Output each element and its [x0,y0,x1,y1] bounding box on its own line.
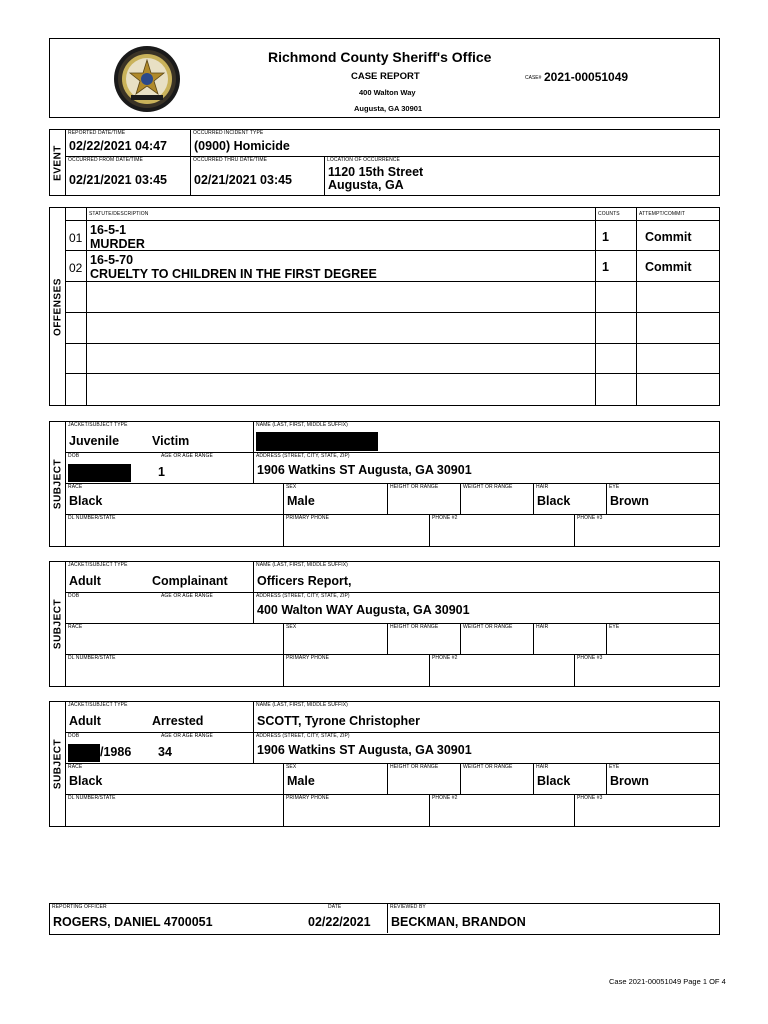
subject-age: 1 [158,465,165,479]
offense-row-attempt: Commit [637,251,720,282]
hair-cell: HAIR Black [534,764,607,795]
phone3-cell: PHONE #3 [577,655,603,661]
offense-row-num: 01 [66,221,87,251]
primary-phone-cell: PRIMARY PHONE [284,795,430,826]
dob-cell: DOB AGE OR AGE RANGE [66,593,254,624]
jacket-type-cell: JACKET/SUBJECT TYPE Adult Complainant [66,562,254,593]
dl-cell: DL NUMBER/STATE [66,795,284,826]
subject-type: Arrested [152,714,204,728]
subject-eye: Brown [610,494,649,508]
subject-sex: Male [287,494,315,508]
offense-row-statute: 16-5-1 MURDER [87,221,596,251]
name-cell: NAME (LAST, FIRST, MIDDLE SUFFIX) SCOTT, Tyrone Christopher [254,702,720,733]
subject-name: Officers Report, [257,574,352,588]
race-cell: RACE Black [66,764,284,795]
race-cell: RACE [66,624,284,655]
report-date: 02/22/2021 [308,915,371,929]
case-number: 2021-00051049 [544,70,629,84]
jacket-type-cell: JACKET/SUBJECT TYPE Adult Arrested [66,702,254,733]
hair-cell: HAIR Black [534,484,607,515]
offense-row-attempt: Commit [637,221,720,251]
page-info: Case 2021-00051049 Page 1 OF 4 [609,977,726,986]
address-cell: ADDRESS (STREET, CITY, STATE, ZIP) 1906 Watkins ST Augusta, GA 30901 [254,733,720,764]
eye-cell: EYE [607,624,720,655]
phone3-cell: PHONE #3 [577,795,603,801]
subject-type: Complainant [152,574,228,588]
report-type: CASE REPORT [351,71,420,82]
weight-cell: WEIGHT OR RANGE [461,624,534,655]
race-cell: RACE Black [66,484,284,515]
dl-cell: DL NUMBER/STATE [66,655,284,686]
reviewed-by: BECKMAN, BRANDON [391,915,526,929]
occurred-thru: 02/21/2021 03:45 [194,173,293,187]
redaction-bar [68,744,100,762]
location-cell: LOCATION OF OCCURRENCE 1120 15th Street Augusta, GA [327,157,424,192]
subject-sex: Male [287,774,315,788]
incident-type: (0900) Homicide [194,139,290,153]
location-line1: 1120 15th Street [328,165,424,179]
primary-phone-cell: PRIMARY PHONE [284,655,430,686]
name-cell: NAME (LAST, FIRST, MIDDLE SUFFIX) [254,422,720,453]
address-cell: ADDRESS (STREET, CITY, STATE, ZIP) 1906 Watkins ST Augusta, GA 30901 [254,453,720,484]
height-cell: HEIGHT OR RANGE [388,624,461,655]
eye-cell: EYE Brown [607,764,720,795]
sex-cell: SEX [284,624,388,655]
subject-eye: Brown [610,774,649,788]
offense-row-counts: 1 [596,221,637,251]
subject-age: 34 [158,745,172,759]
subject-section [49,421,720,547]
agency-name: Richmond County Sheriff's Office [268,49,492,65]
phone2-cell: PHONE #2 [430,515,575,546]
reported-date-cell: REPORTED DATE/TIME 02/22/2021 04:47 [66,130,191,157]
name-cell: NAME (LAST, FIRST, MIDDLE SUFFIX) Officers Report, [254,562,720,593]
weight-cell: WEIGHT OR RANGE [461,484,534,515]
report-header [49,38,720,118]
subject-category: Juvenile [69,434,120,448]
location-line2: Augusta, GA [328,178,404,192]
sex-cell: SEX Male [284,764,388,795]
primary-phone-cell: PRIMARY PHONE [284,515,430,546]
sheriff-seal-icon [113,45,181,113]
subject-address: 1906 Watkins ST Augusta, GA 30901 [257,463,472,477]
redaction-bar [256,432,378,451]
height-cell: HEIGHT OR RANGE [388,764,461,795]
jacket-type-cell: JACKET/SUBJECT TYPE Juvenile Victim [66,422,254,453]
event-side-label: EVENT [50,130,66,195]
subject-side-label: SUBJECT [50,422,66,546]
subject-category: Adult [69,574,101,588]
offense-row-num: 02 [66,251,87,282]
subject-race: Black [69,774,103,788]
offenses-section [49,207,720,406]
subject-race: Black [69,494,103,508]
event-section [49,129,720,196]
counts-header: COUNTS [596,208,637,221]
weight-cell: WEIGHT OR RANGE [461,764,534,795]
dob-cell: DOB AGE OR AGE RANGE /1986 34 [66,733,254,764]
offense-row-counts: 1 [596,251,637,282]
dl-cell: DL NUMBER/STATE [66,515,284,546]
incident-type-cell: OCCURRED INCIDENT TYPE (0900) Homicide [191,130,720,157]
reported-date: 02/22/2021 04:47 [69,139,168,153]
phone3-cell: PHONE #3 [577,515,603,521]
offense-row-statute: 16-5-70 CRUELTY TO CHILDREN IN THE FIRST DEGREE [87,251,596,282]
redaction-bar [68,464,131,482]
subject-side-label: SUBJECT [50,562,66,686]
offenses-side-label: OFFENSES [50,208,66,405]
subject-address: 1906 Watkins ST Augusta, GA 30901 [257,743,472,757]
eye-cell: EYE Brown [607,484,720,515]
address-cell: ADDRESS (STREET, CITY, STATE, ZIP) 400 Walton WAY Augusta, GA 30901 [254,593,720,624]
subject-category: Adult [69,714,101,728]
occurred-from-cell: OCCURRED FROM DATE/TIME 02/21/2021 03:45 [66,157,191,195]
agency-address-line1: 400 Walton Way [359,88,416,97]
reviewed-by-cell: REVIEWED BY BECKMAN, BRANDON [390,904,526,929]
signature-section [49,903,720,935]
subject-section [49,701,720,827]
subject-type: Victim [152,434,190,448]
subject-side-label: SUBJECT [50,702,66,826]
case-label: CASE# [525,75,542,81]
subject-hair: Black [537,774,571,788]
subject-name: SCOTT, Tyrone Christopher [257,714,420,728]
phone2-cell: PHONE #2 [430,655,575,686]
sex-cell: SEX Male [284,484,388,515]
agency-address-line2: Augusta, GA 30901 [354,104,423,113]
occurred-thru-cell: OCCURRED THRU DATE/TIME 02/21/2021 03:45 [191,157,325,195]
attempt-header: ATTEMPT/COMMIT [637,208,720,221]
occurred-from: 02/21/2021 03:45 [69,173,168,187]
statute-header: STATUTE/DESCRIPTION [87,208,596,221]
height-cell: HEIGHT OR RANGE [388,484,461,515]
hair-cell: HAIR [534,624,607,655]
phone2-cell: PHONE #2 [430,795,575,826]
subject-address: 400 Walton WAY Augusta, GA 30901 [257,603,470,617]
dob-cell: DOB AGE OR AGE RANGE 1 [66,453,254,484]
subject-dob: /1986 [100,745,132,759]
reporting-officer-cell: REPORTING OFFICER ROGERS, DANIEL 4700051 DATE 02/22/2021 [50,904,388,933]
reporting-officer: ROGERS, DANIEL 4700051 [53,915,213,929]
subject-section [49,561,720,687]
subject-hair: Black [537,494,571,508]
